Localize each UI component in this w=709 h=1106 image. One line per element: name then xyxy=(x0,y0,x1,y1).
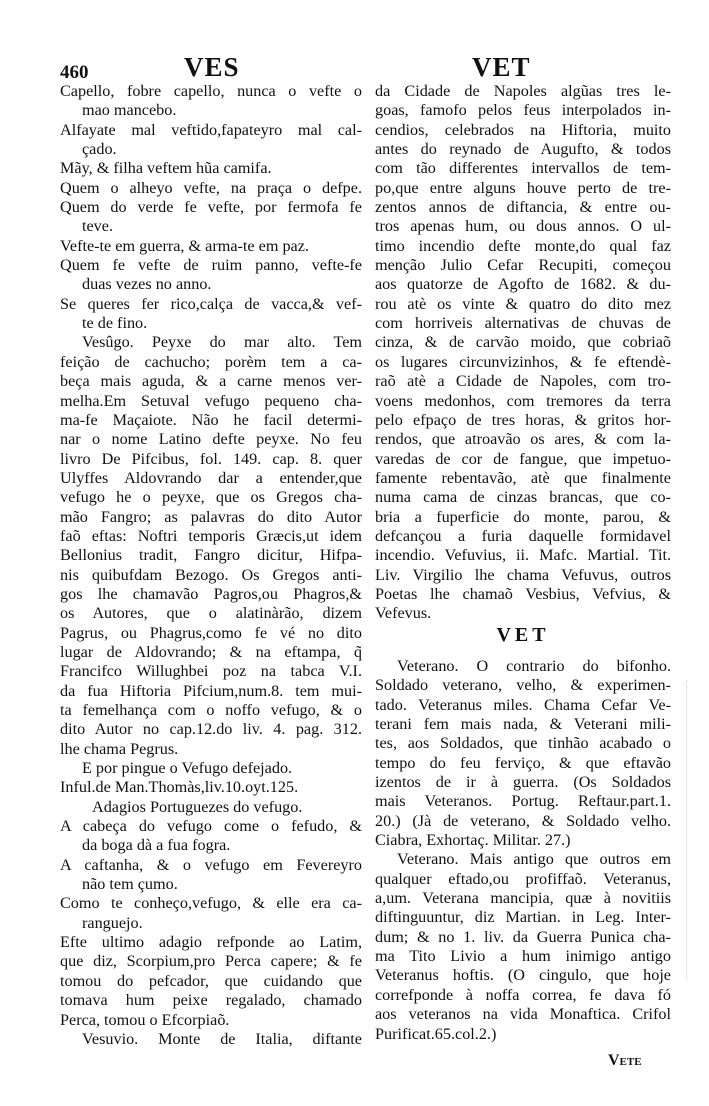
text-line: tes, aos Soldados, que tinhão acabado o xyxy=(375,734,671,753)
text-line: Quem do verde fe vefte, por fermofa fe xyxy=(60,198,362,217)
text-line: rou atè os vinte & quatro do dito mez xyxy=(375,294,671,313)
text-line: tomou do pefcador, que cuidando que xyxy=(60,971,362,990)
text-line: izentos de ir à guerra. (Os Soldados xyxy=(375,773,671,792)
text-line: que diz, Scorpium,pro Perca capere; & fe xyxy=(60,952,362,971)
text-line: Adagios Portuguezes do vefugo. xyxy=(92,797,303,816)
text-line: mão Fangro; as palavras do dito Autor xyxy=(60,507,362,526)
text-line: Capello, fobre capello, nunca o vefte o xyxy=(60,82,362,100)
text-line: Vesuvio. Monte de Italia, diftante xyxy=(82,1029,362,1048)
text-line: tomava hum peixe regalado, chamado xyxy=(60,991,362,1010)
text-line: gos lhe chamavão Pagros,ou Phagros,& xyxy=(60,584,362,603)
text-line: timo incendio defte monte,do qual faz xyxy=(375,236,671,255)
text-line: melha.Em Setuval vefugo pequeno cha- xyxy=(60,391,362,410)
text-line: Vefevus. xyxy=(375,604,432,623)
text-line: famente rebentavão, atè que finalmente xyxy=(375,468,671,487)
text-line: ranguejo. xyxy=(82,913,143,932)
text-line: correfponde à noffa correa, fe dava fó xyxy=(375,985,671,1004)
text-line: nis quibufdam Bezogo. Os Gregos anti- xyxy=(60,565,362,584)
text-line: tempo do feu ferviço, & que eftavão xyxy=(375,753,671,772)
section-heading: VET xyxy=(496,623,550,646)
text-line: Veterano. Mais antigo que outros em xyxy=(397,850,671,869)
right-column xyxy=(375,82,671,1044)
text-line: bria a fuperficie do monte, parou, & xyxy=(375,507,671,526)
text-line: lhe chama Pegrus. xyxy=(60,739,179,758)
text-line: os lugares circunvizinhos, & fe eftendè- xyxy=(375,352,671,371)
scan-margin-artifact xyxy=(686,680,689,980)
text-line: qualquer eftado,ou profiffaõ. Veteranus, xyxy=(375,869,671,888)
text-line: aos veteranos na vida Monaftica. Crifol xyxy=(375,1005,671,1024)
text-line: Liv. Virgilio lhe chama Vefuvus, outros xyxy=(375,565,671,584)
text-line: teve. xyxy=(82,217,114,236)
catchword: Vete xyxy=(608,1052,642,1069)
text-line: 20.) (Jà de veterano, & Soldado velho. xyxy=(375,811,671,830)
text-line: a,um. Veterana mancipia, quæ à novitiis xyxy=(375,889,671,908)
left-column xyxy=(60,82,362,1049)
text-line: ma Tito Livio a hum inimigo antigo xyxy=(375,947,671,966)
text-line: voens medonhos, com tremores da terra xyxy=(375,391,671,410)
text-line: faõ eftas: Noftri temporis Græcis,ut idem xyxy=(60,526,362,545)
text-line: beça mais aguda, & a carne menos ver- xyxy=(60,372,362,391)
text-line: menção Julio Cefar Recupiti, começou xyxy=(375,256,671,275)
text-line: Pagrus, ou Phagrus,como fe vé no dito xyxy=(60,623,362,642)
text-line: tros apenas hum, ou dous annos. O ul- xyxy=(375,217,671,236)
text-line: Vesûgo. Peyxe do mar alto. Tem xyxy=(82,333,362,352)
text-line: mais Veteranos. Portug. Reftaur.part.1. xyxy=(375,792,671,811)
entry-veterano xyxy=(375,657,671,1044)
text-line: Se queres fer rico,calça de vacca,& vef- xyxy=(60,294,362,313)
page-number: 460 xyxy=(60,62,89,83)
text-line: mao mancebo. xyxy=(82,101,177,120)
text-line: da fua Hiftoria Pifcium,num.8. tem mui- xyxy=(60,681,362,700)
text-line: Ciabra, Exhortaç. Militar. 27.) xyxy=(375,831,571,850)
text-line: dito Autor no cap.12.do liv. 4. pag. 312. xyxy=(60,720,362,739)
text-line: Perca, tomou o Efcorpiaõ. xyxy=(60,1010,230,1029)
text-line: Bellonius tradit, Fangro dicitur, Hifpa- xyxy=(60,546,362,565)
text-line: ta femelhança com o noffo vefugo, & o xyxy=(60,701,362,719)
text-line: A caftanha, & o vefugo em Fevereyro xyxy=(60,855,362,874)
text-line: ma-fe Maçaiote. Não he facil determi- xyxy=(60,410,362,429)
text-line: Veterano. O contrario do bifonho. xyxy=(397,656,671,675)
running-head-right: VET xyxy=(472,52,531,82)
text-line: goas, famofo pelos feus interpolados in- xyxy=(375,101,671,120)
text-line: os Autores, que o alatinàrão, dizem xyxy=(60,604,362,623)
running-head-left: VES xyxy=(184,52,240,82)
text-line: Soldado veterano, velho, & experimen- xyxy=(375,676,671,695)
text-line: aos quatorze de Agofto de 1682. & du- xyxy=(375,275,671,294)
text-line: diftinguuntur, diz Martian. in Leg. Inter- xyxy=(375,908,671,927)
text-line: te de fino. xyxy=(82,314,148,333)
text-line: com tão differentes intervallos de tem- xyxy=(375,159,671,178)
text-line: pelo efpaço de tres horas, & gritos hor- xyxy=(375,410,671,429)
text-line: defcançou a furia daquelle formidavel xyxy=(375,526,671,545)
entry-vesuvio-continued xyxy=(375,82,671,624)
text-line: Purificat.65.col.2.) xyxy=(375,1024,497,1043)
text-line: terani fem mais nada, & Veterani mili- xyxy=(375,715,671,733)
text-line: tado. Veteranus miles. Chama Cefar Ve- xyxy=(375,695,671,714)
text-line: da Cidade de Napoles algũas tres le- xyxy=(375,82,671,100)
text-line: Como te conheço,vefugo, & elle era ca- xyxy=(60,894,362,913)
text-line: cinza, & de carvão moido, que cobriaõ xyxy=(375,333,671,352)
text-line: incendio. Vefuvius, ii. Mafc. Martial. Tit. xyxy=(375,546,671,565)
text-line: A cabeça do vefugo come o fefudo, & xyxy=(60,817,362,836)
text-line: livro De Pifcibus, fol. 149. cap. 8. quer xyxy=(60,449,362,468)
text-line: lugar de Aldovrando; & na eftampa, q̃ xyxy=(60,642,362,661)
text-line: Vefte-te em guerra, & arma-te em paz. xyxy=(60,236,309,255)
text-line: cendios, celebrados na Hiftoria, muito xyxy=(375,120,671,139)
text-line: zentos annos de diftancia, & entre ou- xyxy=(375,198,671,217)
text-line: po,que entre alguns houve perto de tre- xyxy=(375,178,671,197)
text-line: Veteranus hoftis. (O cingulo, que hoje xyxy=(375,966,671,985)
text-line: nar o nome Latino defte peyxe. No feu xyxy=(60,430,362,449)
text-line: raõ atè a Cidade de Napoles, com tro- xyxy=(375,372,671,391)
text-line: não tem çumo. xyxy=(82,875,178,894)
text-line: rendos, que atroavão os ares, & com la- xyxy=(375,430,671,449)
text-line: Poetas lhe chamaõ Vesbius, Vefvius, & xyxy=(375,584,671,603)
text-line: Mãy, & filha veftem hũa camifa. xyxy=(60,159,272,178)
text-line: com horriveis alternativas de chuvas de xyxy=(375,314,671,333)
text-line: vefugo he o peyxe, que os Gregos cha- xyxy=(60,488,362,507)
text-line: Inful.de Man.Thomàs,liv.10.oyt.125. xyxy=(60,778,299,797)
text-line: Efte ultimo adagio refponde ao Latim, xyxy=(60,933,362,952)
text-line: Alfayate mal veftido,fapateyro mal cal- xyxy=(60,120,362,139)
text-line: feição de cachucho; porèm tem a ca- xyxy=(60,352,362,371)
text-line: duas vezes no anno. xyxy=(82,275,212,294)
text-line: E por pingue o Vefugo defejado. xyxy=(82,759,293,778)
text-line: Ulyffes Aldovrando dar a entender,que xyxy=(60,468,362,487)
page-header xyxy=(0,50,709,84)
text-line: da boga dà a fua fogra. xyxy=(82,836,231,855)
text-line: Francifco Willughbei poz na tabca V.I. xyxy=(60,662,362,681)
text-line: numa cama de cinzas brancas, que co- xyxy=(375,488,671,507)
text-line: antes do reynado de Augufto, & todos xyxy=(375,140,671,159)
text-line: çado. xyxy=(82,140,117,159)
text-line: Quem o alheyo vefte, na praça o defpe. xyxy=(60,178,362,197)
text-line: Quem fe vefte de ruim panno, vefte-fe xyxy=(60,256,362,275)
text-line: varedas de cor de fangue, que impetuo- xyxy=(375,449,671,468)
text-line: dum; & no 1. liv. da Guerra Punica cha- xyxy=(375,927,671,946)
